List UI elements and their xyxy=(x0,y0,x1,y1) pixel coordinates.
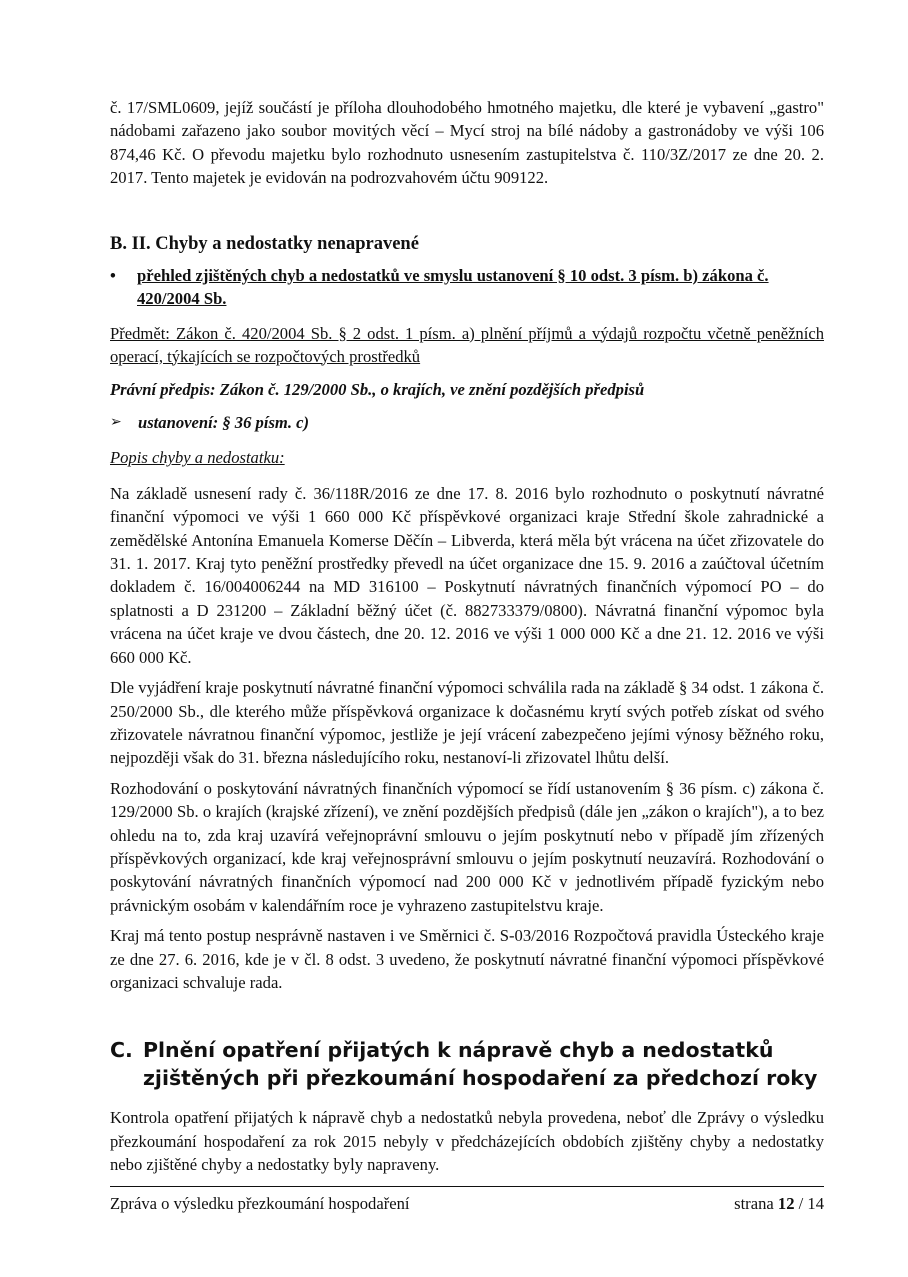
page-current: 12 xyxy=(777,1194,795,1213)
section-c-title: Plnění opatření přijatých k nápravě chyb a nedostatků zjištěných při přezkoumání hospodaření za předchozí roky xyxy=(143,1038,818,1091)
subject-line: Předmět: Zákon č. 420/2004 Sb. § 2 odst. 1 písm. a) plnění příjmů a výdajů rozpočtu včetně peněžních operací, týkajících se rozpočtových prostředků xyxy=(110,323,824,366)
section-b2-title: B. II. Chyby a nedostatky nenapravené xyxy=(110,233,419,254)
intro-paragraph: č. 17/SML0609, jejíž součástí je příloha dlouhodobého hmotného majetku, dle které je vybavení „gastro" nádobami zařazeno jako soubor movitých věcí – Mycí stroj na bílé nádoby a gastronádoby ve výši 106 874,46 Kč. O převodu majetku bylo rozhodnuto usnesením zastupitelstva č. 110/3Z/2017 ze dne 20. 2. 2017. Tento majetek je evidován na podrozvahovém účtu 909122. xyxy=(110,98,824,188)
page-total: 14 xyxy=(807,1194,824,1213)
section-c-letter: C. xyxy=(110,1038,133,1063)
bullet-item xyxy=(110,264,824,310)
section-c-heading xyxy=(110,1036,824,1092)
section-c-text: Kontrola opatření přijatých k nápravě chyb a nedostatků nebyla provedena, neboť dle Zprávy o výsledku přezkoumání hospodaření za rok 2015 nebyly v předcházejících obdobích zjištěny chyby a nedostatky nebo zjištěné chyby a nedostatky byly napraveny. xyxy=(110,1108,824,1175)
description-paragraph-2: Dle vyjádření kraje poskytnutí návratné finanční výpomoci schválila rada na základě § 34 odst. 1 zákona č. 250/2000 Sb., dle kterého může příspěvková organizace k dočasnému krytí svých potřeb získat od svého zřizovatele návratnou finanční výpomoc, jestliže je její vrácení zabezpečeno jejími výnosy běžného roku, nejpozději však do 31. března následujícího roku, nestanoví-li zřizovatel lhůtu delší. xyxy=(110,678,824,768)
bullet-icon: • xyxy=(110,265,116,285)
page-number xyxy=(734,1192,824,1215)
arrow-icon: ➢ xyxy=(110,415,122,431)
provision-text: ustanovení: § 36 písm. c) xyxy=(138,413,310,433)
bullet-text: přehled zjištěných chyb a nedostatků ve smyslu ustanovení § 10 odst. 3 písm. b) zákona č. 420/2004 Sb. xyxy=(137,265,769,308)
description-paragraph-3: Rozhodování o poskytování návratných finančních výpomocí se řídí ustanovením § 36 písm. c) zákona č. 129/2000 Sb. o krajích (krajské zřízení), ve znění pozdějších předpisů (dále jen „zákon o krajích"), a to bez ohledu na to, zda kraj uzavírá veřejnoprávní smlouvu o jejím poskytnutí nebo v případě jím zřízených příspěvkových organizací, kde kraj veřejnosprávní smlouvu o jejím poskytnutí neuzavírá. Rozhodování o poskytování návratných finančních výpomocí nad 200 000 Kč v jednotlivém případě fyzickým nebo právnickým osobám v kalendářním roce je vyhrazeno zastupitelstvu kraje. xyxy=(110,778,824,915)
description-paragraph-1: Na základě usnesení rady č. 36/118R/2016 ze dne 17. 8. 2016 bylo rozhodnuto o poskytnutí návratné finanční výpomoci ve výši 1 660 000 Kč příspěvkové organizaci kraje Střední škole zahradnické a zemědělské Antonína Emanuela Komerse Děčín – Libverda, která měla být vrácena na účet zřizovatele do 31. 1. 2017. Kraj tyto peněžní prostředky převedl na účet organizace dne 15. 9. 2016 a zaúčtoval účetním dokladem č. 16/004006244 na MD 316100 – Poskytnutí návratných finančních výpomocí PO – do splatnosti a D 231200 – Základní běžný účet (č. 882733379/0800). Návratná finanční výpomoc byla vrácena na účet kraje ve dvou částech, dne 20. 12. 2016 ve výši 1 000 000 Kč a dne 21. 12. 2016 ve výši 660 000 Kč. xyxy=(110,483,824,667)
legal-basis: Právní předpis: Zákon č. 129/2000 Sb., o krajích, ve znění pozdějších předpisů xyxy=(110,379,645,399)
page-prefix: strana xyxy=(734,1194,774,1213)
description-paragraph-4: Kraj má tento postup nesprávně nastaven i ve Směrnici č. S-03/2016 Rozpočtová pravidla Ústeckého kraje ze dne 27. 6. 2016, kde je v čl. 8 odst. 3 uvedeno, že poskytnutí návratné finanční výpomoci příspěvkové organizaci schvaluje rada. xyxy=(110,926,824,992)
provision-item xyxy=(110,411,824,434)
page-footer xyxy=(110,1186,824,1215)
page-separator: / xyxy=(794,1194,808,1213)
description-heading: Popis chyby a nedostatku: xyxy=(110,448,285,468)
footer-title: Zpráva o výsledku přezkoumání hospodaření xyxy=(110,1194,410,1213)
page-content xyxy=(110,96,824,1177)
